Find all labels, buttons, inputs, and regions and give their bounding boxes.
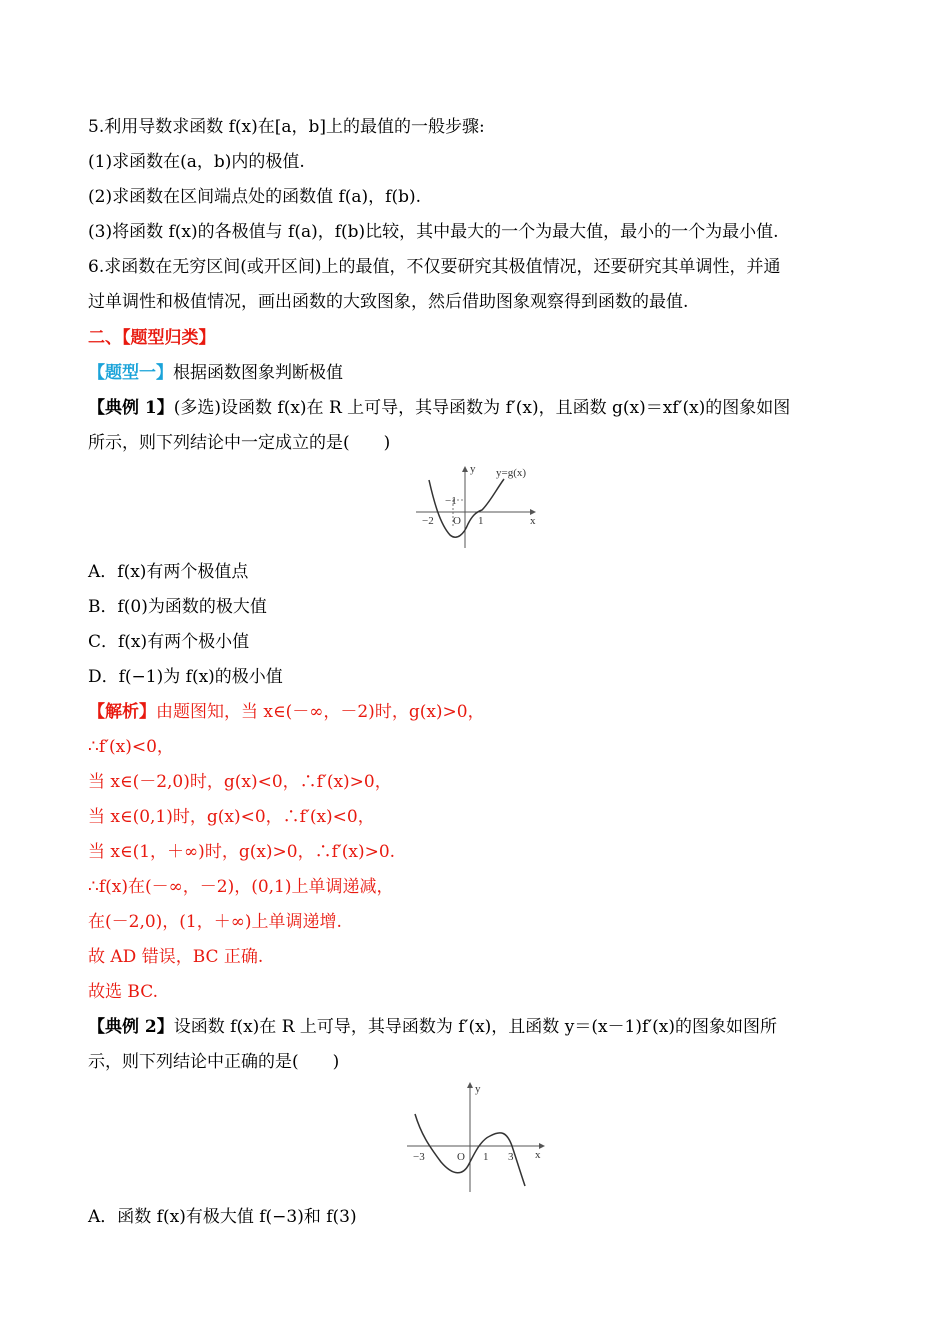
section6-line1: 6.求函数在无穷区间(或开区间)上的最值，不仅要研究其极值情况，还要研究其单调性，并通 (88, 257, 781, 277)
example2-tag: 【典例 2】 (88, 1017, 174, 1037)
tick-1: 1 (483, 1151, 489, 1163)
tick-3: 3 (508, 1151, 514, 1163)
example2-figure (405, 1078, 547, 1196)
example2-option-a: A．函数 f(x)有极大值 f(−3)和 f(3) (88, 1207, 357, 1227)
analysis-line2: ∴f′(x)<0， (88, 737, 174, 757)
section5-step2: (2)求函数在区间端点处的函数值 f(a)，f(b). (88, 187, 422, 207)
example1-question-line2: 所示，则下列结论中一定成立的是( ) (88, 433, 391, 453)
origin-label: O (453, 515, 461, 527)
example1-question-line1 (88, 396, 790, 420)
section5-step3: (3)将函数 f(x)的各极值与 f(a)，f(b)比较，其中最大的一个为最大值，最小的一个为最小值. (88, 222, 779, 242)
type1-title: 根据函数图象判断极值 (173, 363, 343, 383)
analysis-line4: 当 x∈(0,1)时，g(x)<0，∴f′(x)<0， (88, 807, 375, 827)
example2-question-line2: 示，则下列结论中正确的是( ) (88, 1052, 340, 1072)
analysis-text1: 由题图知，当 x∈(－∞，－2)时，g(x)>0， (156, 702, 485, 722)
section6-line2: 过单调性和极值情况，画出函数的大致图象，然后借助图象观察得到函数的最值. (88, 292, 689, 312)
curve-label: y=g(x) (496, 467, 527, 479)
example2-text1: 设函数 f(x)在 R 上可导，其导函数为 f′(x)，且函数 y＝(x－1)f′(x)的图象如图所 (173, 1017, 777, 1037)
tick-1: 1 (478, 515, 484, 527)
example1-option-a: A．f(x)有两个极值点 (88, 562, 249, 582)
section-heading: 二、【题型归类】 (88, 328, 216, 348)
analysis-line3: 当 x∈(－2,0)时，g(x)<0，∴f′(x)>0， (88, 772, 392, 792)
analysis-line6: ∴f(x)在(－∞，－2)，(0,1)上单调递减， (88, 877, 394, 897)
type1-tag: 【题型一】 (88, 363, 173, 383)
origin-label: O (457, 1151, 465, 1163)
section5-title: 5.利用导数求函数 f(x)在[a，b]上的最值的一般步骤: (88, 117, 485, 137)
x-label: x (535, 1149, 541, 1161)
type1-heading (88, 361, 343, 385)
example1-option-b: B．f(0)为函数的极大值 (88, 597, 267, 617)
analysis-line5: 当 x∈(1，＋∞)时，g(x)>0，∴f′(x)>0. (88, 842, 396, 862)
example2-question-line1 (88, 1015, 777, 1039)
y-label: y (475, 1083, 481, 1095)
y-axis-arrow (467, 1082, 473, 1088)
analysis-line8: 故 AD 错误，BC 正确. (88, 947, 264, 967)
example1-text1: (多选)设函数 f(x)在 R 上可导，其导函数为 f′(x)，且函数 g(x)＝xf′(x)的图象如图 (173, 398, 791, 418)
analysis-line7: 在(－2,0)，(1，＋∞)上单调递增. (88, 912, 342, 932)
analysis-tag: 【解析】 (88, 702, 156, 722)
g-curve (429, 479, 504, 537)
x-label: x (530, 515, 536, 527)
example1-figure (412, 462, 536, 554)
section5-step1: (1)求函数在(a，b)内的极值. (88, 152, 305, 172)
example1-tag: 【典例 1】 (88, 398, 174, 418)
tick-neg3: −3 (413, 1151, 425, 1163)
analysis-line1 (88, 700, 485, 724)
example1-option-c: C．f(x)有两个极小值 (88, 632, 250, 652)
tick-neg1: −1 (445, 495, 457, 507)
example1-option-d: D．f(−1)为 f(x)的极小值 (88, 667, 283, 687)
tick-neg2: −2 (422, 515, 434, 527)
y-axis-arrow (462, 466, 468, 472)
y-label: y (470, 463, 476, 475)
analysis-line9: 故选 BC. (88, 982, 159, 1002)
